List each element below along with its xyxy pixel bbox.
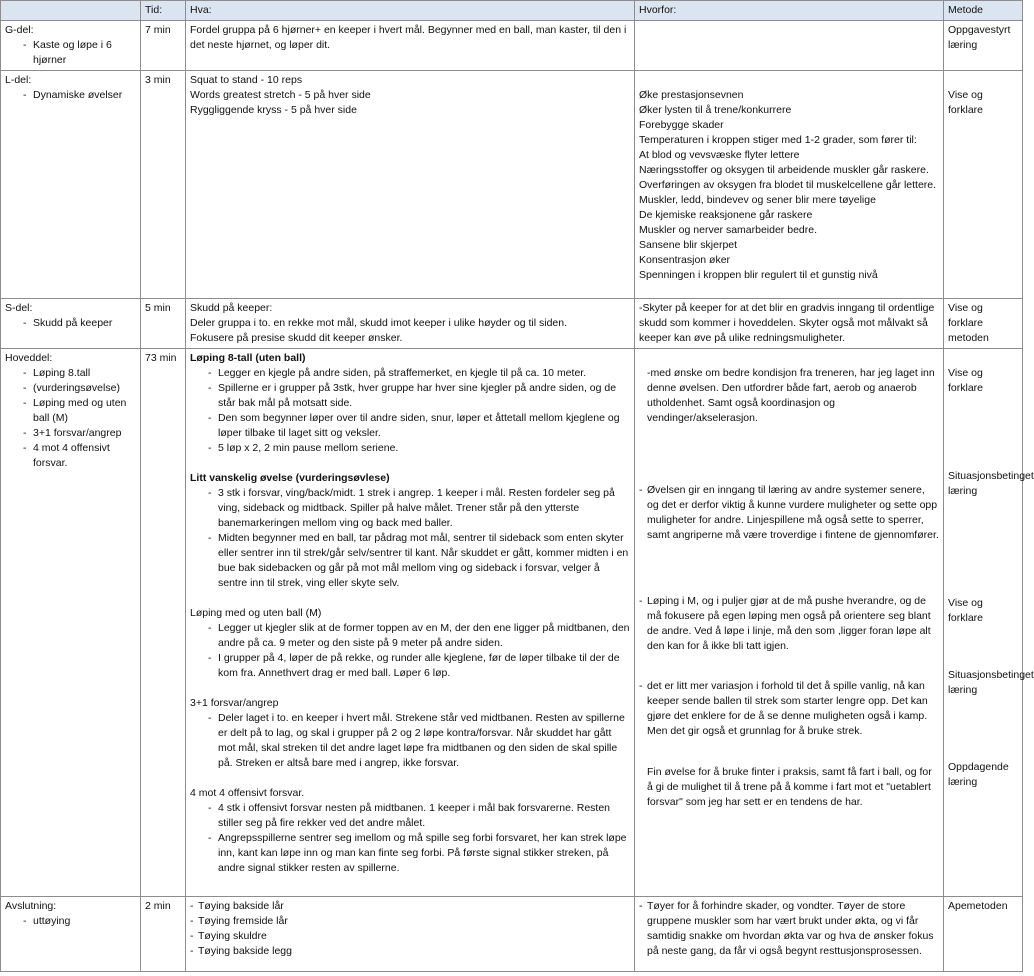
- exercise-title: Løping med og uten ball (M): [190, 607, 322, 619]
- why-line: Forebygge skader: [639, 119, 724, 131]
- header-part: [1, 1, 141, 21]
- exercise-step: - 3 stk i forsvar, ving/back/midt. 1 strek i angrep. 1 keeper i mål. Resten fordeler seg på ving, sideback og midtback. Spiller på halve målet. Trener står på den ytterste banemarkeringen mellom ving og back med baller.: [190, 486, 630, 531]
- why-line: De kjemiske reaksjonene går raskere: [639, 209, 813, 221]
- why-cell: [635, 71, 944, 299]
- exercise-step: - Legger en kjegle på andre siden, på straffemerket, en kjegle til på ca. 10 meter.: [190, 366, 630, 381]
- what-line: Ryggliggende kryss - 5 på hver side: [190, 104, 357, 116]
- what-cell: [186, 71, 635, 299]
- method-cell: Apemetoden: [944, 897, 1023, 972]
- why-line: Øke prestasjonsevnen: [639, 89, 744, 101]
- what-cell: [186, 349, 635, 897]
- exercise-reason: - Løping i M, og i puljer gjør at de må pushe hverandre, og de må fokusere på egen løping men også på orientere seg blant de andre. Ved å løpe i linje, må den som ,ligger foran løpe alt den kan for å ikke bli tatt igjen.: [639, 594, 939, 654]
- why-cell: [635, 349, 944, 897]
- exercise-step: - Den som begynner løper over til andre siden, snur, løper et åttetall mellom kjeglene og løper tilbake til laget sitt og veksler.: [190, 411, 630, 441]
- part-cell: [1, 71, 141, 299]
- part-cell: [1, 897, 141, 972]
- header-time: Tid:: [141, 1, 186, 21]
- part-item: - Løping med og uten ball (M): [5, 396, 136, 426]
- exercise-step: - 4 stk i offensivt forsvar nesten på midtbanen. 1 keeper i mål bak forsvarerne. Resten stiller seg på fire rekker ved det andre målet.: [190, 801, 630, 831]
- why-line: Muskler, ledd, bindevev og sener blir mere tøyelige: [639, 194, 876, 206]
- exercise-step: - 5 løp x 2, 2 min pause mellom seriene.: [190, 441, 630, 456]
- what-line: Skudd på keeper:: [190, 302, 273, 314]
- part-item: - Skudd på keeper: [5, 316, 136, 331]
- row-l-del: [1, 71, 1023, 299]
- why-line: At blod og vevsvæske flyter lettere: [639, 149, 800, 161]
- exercise-method: Vise og forklare: [948, 597, 984, 624]
- method-cell: Oppgavestyrt læring: [944, 21, 1023, 71]
- part-item: - 3+1 forsvar/angrep: [5, 426, 136, 441]
- what-line: Words greatest stretch - 5 på hver side: [190, 89, 371, 101]
- part-item: - Kaste og løpe i 6 hjørner: [5, 38, 136, 68]
- part-item: - Løping 8.tall: [5, 366, 136, 381]
- why-cell: [635, 21, 944, 71]
- exercise-step: - Spillerne er i grupper på 3stk, hver gruppe har hver sine kjegler på andre siden, og de står bak mål på motsatt side.: [190, 381, 630, 411]
- exercise-method: Oppdagende læring: [948, 761, 1009, 788]
- time-cell: 73 min: [141, 349, 186, 897]
- method-cell: [944, 349, 1034, 897]
- exercise-step: - Deler laget i to. en keeper i hvert mål. Strekene står ved midtbanen. Resten av spillerne er delt på to lag, og skal i grupper på 2 og 2 løpe kontra/forsvar. Når skuddet har gått mot mål, skal streken til det andre laget løpe fra midtbanen og den siden de skal spille på. Streken er altså bare med i angrep, ikke forsvar.: [190, 711, 630, 771]
- exercise-method: Situasjonsbetinget læring: [948, 470, 1034, 497]
- why-cell: [635, 897, 944, 972]
- row-s-del: [1, 299, 1023, 349]
- what-cell: [186, 897, 635, 972]
- time-cell: 3 min: [141, 71, 186, 299]
- what-cell: Fordel gruppa på 6 hjørner+ en keeper i hvert mål. Begynner med en ball, man kaster, til den i det neste hjørnet, og løper dit.: [186, 21, 635, 71]
- exercise-method: Situasjonsbetinget læring: [948, 669, 1034, 696]
- method-cell: [944, 71, 1023, 299]
- method-text: Vise og forklare: [948, 89, 984, 116]
- why-line: Spenningen i kroppen blir regulert til et gunstig nivå: [639, 269, 878, 281]
- header-why: Hvorfor:: [635, 1, 944, 21]
- what-line: - Tøying bakside legg: [190, 944, 630, 959]
- exercise-title: Litt vanskelig øvelse (vurderingsøvlese): [190, 472, 390, 484]
- exercise-step: - Angrepsspillerne sentrer seg imellom og må spille seg forbi forsvaret, her kan strek løpe inn, kant kan løpe inn og man kan finte seg forbi. På første signal stikker streken, på andre signal stikker resten av spillerne.: [190, 831, 630, 876]
- what-line: - Tøying fremside lår: [190, 914, 630, 929]
- exercise-reason: Fin øvelse for å bruke finter i praksis, samt få fart i ball, og for å gi de mulighet til å trene på å komme i fart mot et "uetablert forsvar" som jeg har sett er en tendens de har.: [647, 766, 932, 808]
- part-title: L-del:: [5, 74, 32, 86]
- what-line: - Tøying skuldre: [190, 929, 630, 944]
- part-cell: [1, 349, 141, 897]
- what-line: Fokusere på presise skudd dit keeper ønsker.: [190, 332, 403, 344]
- part-item: - Dynamiske øvelser: [5, 88, 136, 103]
- exercise-title: Løping 8-tall (uten ball): [190, 352, 306, 364]
- part-title: Avslutning:: [5, 900, 57, 912]
- what-line: - Tøying bakside lår: [190, 899, 630, 914]
- header-what: Hva:: [186, 1, 635, 21]
- part-item: - uttøying: [5, 914, 136, 929]
- why-line: Muskler og nerver samarbeider bedre.: [639, 224, 817, 236]
- why-cell: -Skyter på keeper for at det blir en gradvis inngang til ordentlige skudd som kommer i hoveddelen. Skyter også mot målvakt så keeper kan øve på ulike redningsmuligheter.: [635, 299, 944, 349]
- part-title: S-del:: [5, 302, 33, 314]
- exercise-title: 4 mot 4 offensivt forsvar.: [190, 787, 305, 799]
- why-line: Sansene blir skjerpet: [639, 239, 738, 251]
- what-line: Squat to stand - 10 reps: [190, 74, 303, 86]
- exercise-reason: -med ønske om bedre kondisjon fra treneren, har jeg laget inn denne øvelsen. Den utfordrer både fart, aerob og anaerob utholdenhet. Samt også koordinasjon og vendinger/akselerasjon.: [647, 367, 935, 424]
- why-line: Overføringen av oksygen fra blodet til muskelcellene går lettere.: [639, 179, 937, 191]
- what-line: Deler gruppa i to. en rekke mot mål, skudd imot keeper i ulike høyder og til siden.: [190, 317, 568, 329]
- exercise-reason: - det er litt mer variasjon i forhold til det å spille vanlig, nå kan keeper sende ballen til strek som starter lengre opp. Det kan gjøre det enklere for de å se denne muligheten også i kamp. Men det gir også et grunnlag for å bruke strek.: [639, 679, 939, 739]
- time-cell: 5 min: [141, 299, 186, 349]
- exercise-method: Vise og forklare: [948, 367, 984, 394]
- exercise-step: - Midten begynner med en ball, tar pådrag mot mål, sentrer til sideback som enten skyter eller sentrer inn til strek/går selv/sentrer til kant. Når skuddet er gått, kommer midten i en bue bak sidebacken og går på mot mål mellom ving og sideback i forsvar, velger å sentre inn til strek, ving eller skyte selv.: [190, 531, 630, 591]
- exercise-step: - Legger ut kjegler slik at de former toppen av en M, der den ene ligger på midtbanen, den andre på ca. 9 meter og den siste på 9 meter på andre siden.: [190, 621, 630, 651]
- exercise-reason: - Øvelsen gir en inngang til læring av andre systemer senere, og det er derfor viktig å kunne vurdere muligheter og sette opp muligheter for andre. Linjespillene må også sette to sperrer, samt angriperne må være troverdige i fintene de gjennomfører.: [639, 483, 939, 543]
- header-row: [1, 1, 1023, 21]
- header-method: Metode: [944, 1, 1023, 21]
- exercise-title: 3+1 forsvar/angrep: [190, 697, 279, 709]
- part-cell: [1, 299, 141, 349]
- exercise-step: - I grupper på 4, løper de på rekke, og runder alle kjeglene, før de løper tilbake til der de kom fra. Annethvert drag er med ball. Løper 6 løp.: [190, 651, 630, 681]
- what-cell: [186, 299, 635, 349]
- part-title: Hoveddel:: [5, 352, 53, 364]
- row-g-del: [1, 21, 1023, 71]
- time-cell: 7 min: [141, 21, 186, 71]
- part-cell: [1, 21, 141, 71]
- why-line: Næringsstoffer og oksygen til arbeidende muskler går raskere.: [639, 164, 929, 176]
- method-cell: Vise og forklare metoden: [944, 299, 1023, 349]
- why-line: Øker lysten til å trene/konkurrere: [639, 104, 792, 116]
- row-avslutning: [1, 897, 1023, 972]
- part-item: - (vurderingsøvelse): [5, 381, 136, 396]
- part-item: - 4 mot 4 offensivt forsvar.: [5, 441, 136, 471]
- why-line: Temperaturen i kroppen stiger med 1-2 grader, som fører til:: [639, 134, 917, 146]
- time-cell: 2 min: [141, 897, 186, 972]
- part-title: G-del:: [5, 24, 34, 36]
- row-hoveddel: [1, 349, 1023, 897]
- why-line: Konsentrasjon øker: [639, 254, 731, 266]
- why-text: - Tøyer for å forhindre skader, og vondter. Tøyer de store gruppene muskler som har vært brukt under økta, og vi får samtidig snakke om hvordan økta var og hva de ønsker fokus på neste gang, da får vi også begynt resttusjonsprosessen.: [639, 899, 939, 959]
